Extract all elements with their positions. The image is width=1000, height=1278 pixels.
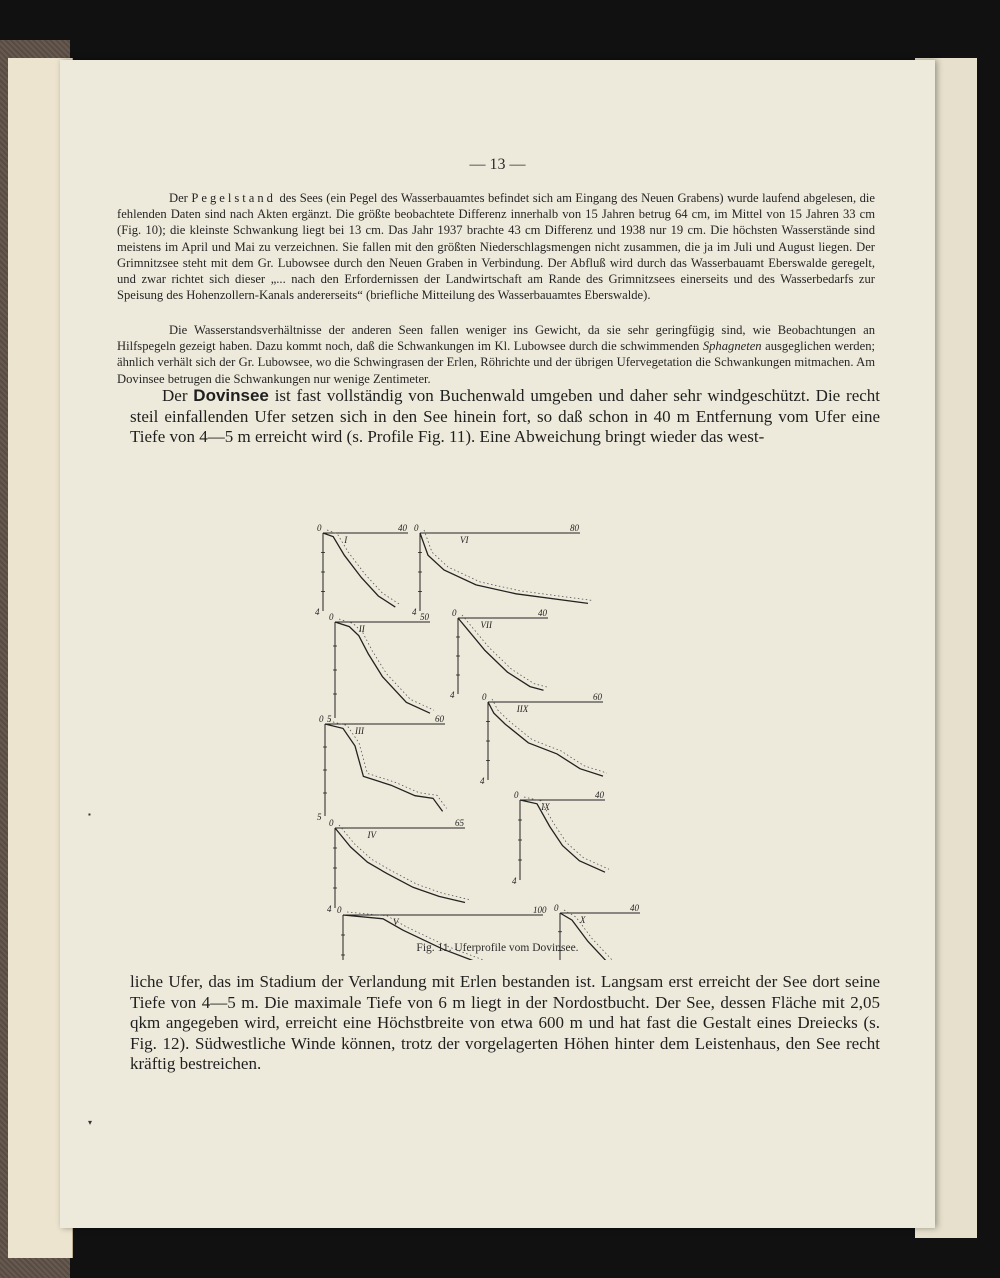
- profile-iv-distance-label: 65: [455, 818, 464, 828]
- profile-i-distance-label: 40: [398, 523, 407, 533]
- profile-iv-dotted-curve: [339, 825, 469, 900]
- profile-vi-shore-curve: [420, 533, 588, 603]
- profile-ix-origin-label: 0: [514, 790, 519, 800]
- profile-ii-label: II: [358, 624, 365, 634]
- profile-vi-depth-label: 4: [412, 607, 417, 617]
- profile-i-shore-curve: [323, 533, 395, 607]
- text-fragment: ausgeglichen werden; ähnlich verhält sich der Gr. Lubowsee, wo die Schwingrasen der Erlen, Röhrichte und der übrigen Ufervegetation die Schwankungen mitmachen. Am Dovinsee betrugen die Schwankungen nur wenige Zentimeter.: [117, 339, 875, 386]
- spaced-word: Pegelstand: [191, 191, 276, 205]
- text-fragment: Der: [169, 191, 192, 205]
- profile-i-label: I: [344, 535, 348, 545]
- profile-v-distance-label: 100: [533, 905, 547, 915]
- paragraph-text: liche Ufer, das im Stadium der Verlandung mit Erlen bestanden ist. Langsam erst erreicht der See dort seine Tiefe von 4—5 m. Die maximale Tiefe von 6 m liegt in der Nordostbucht. Der See, dessen Fläche mit 2,05 qkm angegeben wird, erreicht eine Höchstbreite von etwa 600 m und hat fast die Gestalt eines Dreiecks (s. Fig. 12). Südwestliche Winde können, trotz der vorgelagerten Höhen hinter dem Leistenhaus, den See recht kräftig bestreichen.: [130, 972, 880, 1073]
- profile-vii-distance-label: 40: [538, 608, 547, 618]
- profile-x-distance-label: 40: [630, 903, 639, 913]
- profile-iii-distance-label: 60: [435, 714, 444, 724]
- profile-drawings: [308, 460, 648, 960]
- text-fragment: des Sees (ein Pegel des Wasserbauamtes befindet sich am Eingang des Neuen Grabens) wurde laufend abgelesen, die fehlenden Daten sind nach Akten ergänzt. Die größte beobachtete Differenz innerhalb von 15 Jahren betrug 64 cm, im Mittel von 15 Jahren 33 cm (Fig. 10); die kleinste Schwankung liegt bei 13 cm. Das Jahr 1937 brachte 43 cm Differenz und 1938 nur 19 cm. Die höchsten Wasserstände sind meistens im April und Mai zu verzeichnen. Sie fallen mit den größten Niederschlagsmengen nicht zusammen, die ja im Juli und August liegen. Der Grimnitzsee steht mit dem Gr. Lubowsee durch den Neuen Graben in Verbindung. Der Abfluß wird durch das Wasserbauamt Eberswalde geregelt, und zwar richtet sich dieser „... nach den Erfordernissen der Landwirtschaft am Rande des Grimnitzsees einerseits und des Wasserbedarfs zur Speisung des Hohenzollern-Kanals andererseits“ (briefliche Mitteilung des Wasserbauamtes Eberswalde).: [117, 191, 875, 303]
- paragraph-westufer: [130, 972, 880, 1075]
- profile-vi-label: VI: [460, 535, 469, 545]
- bold-word: Dovinsee: [193, 386, 269, 405]
- profile-iix-depth-label: 4: [480, 776, 485, 786]
- profile-iii-origin-label: 0: [319, 714, 324, 724]
- text-fragment: Der: [162, 386, 194, 405]
- profile-iii-depth-label: 5: [317, 812, 322, 822]
- profile-vi-dotted-curve: [424, 530, 592, 600]
- profile-vi-origin-label: 0: [414, 523, 419, 533]
- paragraph-wasserstand: [117, 322, 875, 387]
- profile-vii-shore-curve: [458, 618, 544, 690]
- document-page: [60, 60, 935, 1228]
- profile-iv-origin-label: 0: [329, 818, 334, 828]
- profile-vii-depth-label: 4: [450, 690, 455, 700]
- profile-vii-origin-label: 0: [452, 608, 457, 618]
- profile-iii-label: III: [355, 726, 364, 736]
- profile-v-label: V: [393, 917, 399, 927]
- profile-vii-label: VII: [480, 620, 492, 630]
- profile-ii-depth-label: 5: [327, 714, 332, 724]
- profile-vi-distance-label: 80: [570, 523, 579, 533]
- profile-ix-dotted-curve: [524, 797, 609, 869]
- profile-ix-depth-label: 4: [512, 876, 517, 886]
- profile-ix-shore-curve: [520, 800, 605, 872]
- profile-x-label: X: [580, 915, 586, 925]
- profile-ii-distance-label: 50: [420, 612, 429, 622]
- profile-vii-dotted-curve: [462, 615, 548, 687]
- profile-ii-origin-label: 0: [329, 612, 334, 622]
- figure-uferprofile: [308, 460, 648, 960]
- margin-mark: ▪: [88, 810, 91, 819]
- profile-v-origin-label: 0: [337, 905, 342, 915]
- profile-i-dotted-curve: [327, 530, 399, 604]
- profile-iii-shore-curve: [325, 724, 443, 811]
- text-fragment: Die Wasserstandsverhältnisse der anderen Seen fallen weniger ins Gewicht, da sie sehr geringfügig sind, wie Beobachtungen an Hilfspegeln gezeigt haben. Dazu kommt noch, daß die Schwankungen im Kl. Lubowsee durch die schwimmenden: [117, 323, 875, 354]
- paragraph-dovinsee: [130, 386, 880, 448]
- profile-ix-distance-label: 40: [595, 790, 604, 800]
- italic-word: Sphagneten: [702, 339, 762, 354]
- profile-iix-origin-label: 0: [482, 692, 487, 702]
- profile-iix-shore-curve: [488, 702, 603, 776]
- profile-i-origin-label: 0: [317, 523, 322, 533]
- profile-i-depth-label: 4: [315, 607, 320, 617]
- profile-iv-label: IV: [367, 830, 376, 840]
- paragraph-pegelstand: [117, 190, 875, 303]
- figure-caption: Fig. 11. Uferprofile vom Dovinsee.: [416, 942, 579, 954]
- profile-ix-label: IX: [541, 802, 550, 812]
- profile-iix-dotted-curve: [492, 699, 607, 773]
- profile-iv-shore-curve: [335, 828, 465, 903]
- profile-x-origin-label: 0: [554, 903, 559, 913]
- page-number: — 13 —: [469, 156, 526, 173]
- margin-mark: ▾: [88, 1118, 93, 1127]
- profile-iix-label: IIX: [516, 704, 529, 714]
- profile-ii-dotted-curve: [339, 619, 434, 710]
- profile-iv-depth-label: 4: [327, 904, 332, 914]
- profile-iix-distance-label: 60: [593, 692, 602, 702]
- text-fragment: ist fast vollständig von Buchenwald umgeben und daher sehr windgeschützt. Die recht steil einfallenden Ufer setzen sich in den See hinein fort, so daß schon in 40 m Entfernung vom Ufer eine Tiefe von 4—5 m erreicht wird (s. Profile Fig. 11). Eine Abweichung bringt wieder das west-: [130, 386, 881, 446]
